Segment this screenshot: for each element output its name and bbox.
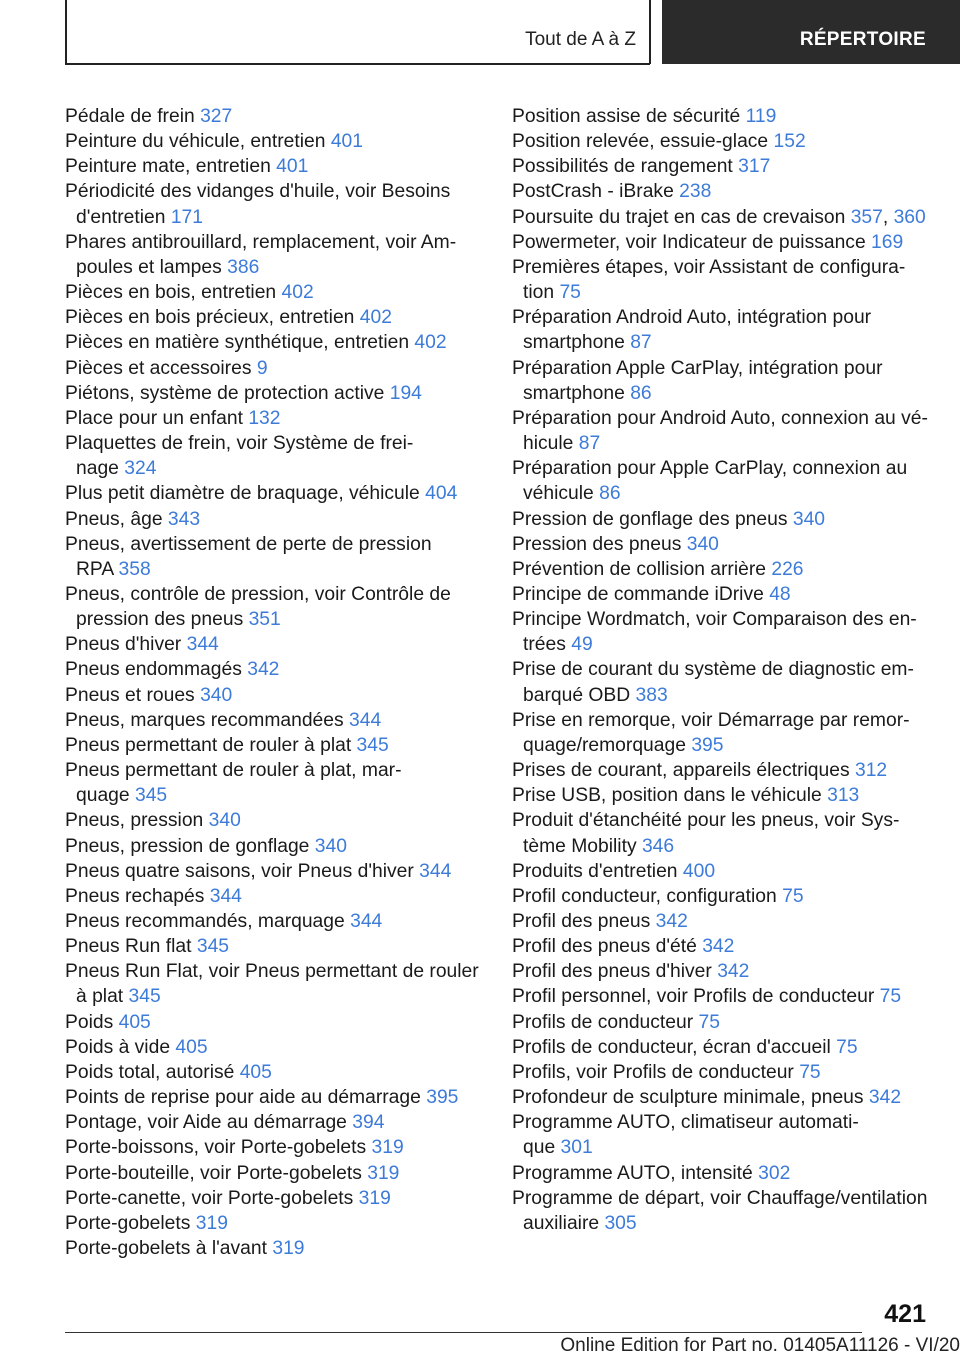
index-entry-text: Pression de gonflage des pneus [512, 508, 788, 530]
index-entry-text: Poursuite du trajet en cas de crevaison [512, 206, 846, 228]
page-link[interactable]: 313 [827, 785, 860, 807]
index-entry-text: pression des pneus [76, 609, 244, 631]
index-entry-text: Profils de conducteur, écran d'accueil [512, 1036, 831, 1058]
index-entry [512, 859, 942, 884]
index-entry-text: Porte-gobelets à l'avant [65, 1238, 267, 1260]
index-entry [65, 582, 485, 632]
index-entry-text: véhicule [523, 483, 594, 505]
index-entry [65, 230, 485, 280]
index-entry [65, 431, 485, 481]
index-entry-text: que [523, 1137, 556, 1159]
index-entry-text: Prévention de collision arrière [512, 558, 766, 580]
page-link[interactable]: 75 [879, 986, 902, 1008]
index-entry-text: Possibilités de rangement [512, 156, 733, 178]
index-entry-text: Porte-gobelets [65, 1212, 191, 1234]
index-entry-text: Peinture mate, entretien [65, 156, 271, 178]
page-link[interactable]: 226 [771, 558, 804, 580]
index-entry [512, 104, 942, 129]
page-link[interactable]: 49 [571, 634, 593, 656]
index-entry [512, 758, 942, 783]
page-link[interactable]: 342 [717, 961, 750, 983]
index-entry [65, 657, 485, 682]
page-link[interactable]: 340 [314, 835, 347, 857]
index-entry-text: Piétons, système de protection active [65, 382, 385, 404]
index-entry [512, 129, 942, 154]
index-entry-text: Préparation Android Auto, intégration pour [512, 307, 872, 329]
index-entry-text: Pneus, marques recommandées [65, 709, 344, 731]
index-entry-text: Position assise de sécurité [512, 106, 741, 127]
page-link[interactable]: 344 [419, 860, 452, 882]
page-link[interactable]: 344 [349, 709, 382, 731]
page-link[interactable]: 169 [871, 231, 904, 253]
page-link[interactable]: 194 [389, 382, 422, 404]
index-entry-text: smartphone [523, 382, 625, 404]
index-entry [65, 507, 485, 532]
section-tab [662, 0, 960, 64]
page-link[interactable]: 238 [679, 181, 712, 203]
index-entry [512, 154, 942, 179]
index-entry [65, 1060, 485, 1085]
index-entry [65, 884, 485, 909]
page-link[interactable]: 86 [630, 382, 652, 404]
page-number: 421 [884, 1300, 926, 1328]
index-entry-text: Profil des pneus [512, 911, 651, 932]
index-entry-text: Pneus Run Flat, voir Pneus permettant de rouler [65, 961, 479, 983]
index-entry-text: Porte-canette, voir Porte-gobelets [65, 1187, 354, 1209]
index-entry [512, 582, 942, 607]
page-link[interactable]: 317 [738, 156, 771, 178]
index-entry-text: Profondeur de sculpture minimale, pneus [512, 1087, 864, 1109]
page-link[interactable]: 404 [425, 483, 458, 505]
index-entry-text: Pneus et roues [65, 684, 195, 706]
index-entry [512, 1060, 942, 1085]
index-entry-text: Prise de courant du système de diagnostic em- [512, 659, 914, 681]
page-link[interactable]: 319 [367, 1162, 400, 1184]
index-entry-text: Peinture du véhicule, entretien [65, 131, 326, 153]
index-entry-text: hicule [523, 433, 574, 455]
index-entry-text: Pneus Run flat [65, 936, 192, 958]
page-link[interactable]: 340 [792, 508, 826, 530]
index-entry [65, 1035, 485, 1060]
page-link[interactable]: 152 [773, 131, 806, 153]
page-link[interactable]: 171 [170, 206, 203, 228]
index-entry-text: Programme AUTO, climatiseur automati- [512, 1112, 859, 1134]
index-entry-text: Profils de conducteur [512, 1011, 694, 1033]
index-entry [512, 984, 942, 1009]
page-link[interactable]: 319 [195, 1212, 228, 1234]
index-entry [512, 607, 942, 657]
index-entry-text: Powermeter, voir Indicateur de puissance [512, 231, 866, 253]
index-entry-text: Pneus quatre saisons, voir Pneus d'hiver [65, 860, 414, 882]
page-link[interactable]: 345 [356, 734, 389, 756]
index-entry [512, 1161, 942, 1186]
page-link[interactable]: 86 [599, 483, 621, 505]
index-entry-text: Pneus, contrôle de pression, voir Contrôle de [65, 583, 451, 605]
index-entry-text: Pneus recommandés, marquage [65, 911, 345, 932]
index-entry-text: Produit d'étanchéité pour les pneus, voir Sys- [512, 810, 900, 832]
page-link[interactable]: 358 [118, 558, 151, 580]
page-link[interactable]: 360 [893, 206, 926, 228]
index-entry-text: tion [523, 282, 555, 304]
page-link[interactable]: 75 [836, 1036, 858, 1058]
index-entry-text: Pneus, pression [65, 810, 204, 832]
page-link[interactable]: 340 [208, 810, 241, 832]
index-entry [65, 1211, 485, 1236]
page-link[interactable]: 302 [758, 1162, 791, 1184]
index-entry-text: Profil des pneus d'hiver [512, 961, 712, 983]
index-entry-text: Profils, voir Profils de conducteur [512, 1061, 794, 1083]
page-link[interactable]: 75 [559, 282, 581, 304]
index-entry [65, 632, 485, 657]
index-entry-text: tème Mobility [523, 835, 637, 857]
index-entry [65, 808, 485, 833]
index-entry-text: barqué OBD [523, 684, 631, 706]
index-entry-text: Pontage, voir Aide au démarrage [65, 1112, 347, 1134]
index-entry [65, 1010, 485, 1035]
page-link[interactable]: 324 [124, 458, 157, 480]
index-entry-text: Préparation pour Apple CarPlay, connexion au [512, 458, 908, 480]
index-entry [65, 834, 485, 859]
page-link[interactable]: 402 [414, 332, 447, 354]
page-link[interactable]: 340 [686, 533, 719, 555]
index-entry [512, 1035, 942, 1060]
index-entry-text: Prise USB, position dans le véhicule [512, 785, 822, 807]
page-link[interactable]: 401 [330, 131, 363, 153]
index-entry-text: Pièces en matière synthétique, entretien [65, 332, 410, 354]
index-entry-text: Poids [65, 1011, 114, 1033]
index-entry-text: RPA [76, 558, 114, 580]
index-entry [512, 657, 942, 707]
index-entry [65, 934, 485, 959]
index-entry [512, 255, 942, 305]
header-divider [649, 0, 651, 64]
index-entry [512, 934, 942, 959]
index-entry-text: Profil des pneus d'été [512, 936, 697, 958]
index-entry [512, 1085, 942, 1110]
index-entry-text: Premières étapes, voir Assistant de configura- [512, 256, 906, 278]
index-entry [65, 959, 485, 1009]
page-link[interactable]: 9 [256, 357, 268, 379]
index-entry [512, 783, 942, 808]
page-link[interactable]: 75 [799, 1061, 821, 1083]
index-entry [65, 1186, 485, 1211]
page-link[interactable]: 342 [247, 659, 280, 681]
index-entry [512, 532, 942, 557]
page-link[interactable]: 405 [118, 1011, 151, 1033]
page-link[interactable]: 400 [682, 860, 716, 882]
index-entry [512, 456, 942, 506]
page-link[interactable]: 319 [371, 1137, 404, 1159]
header-left-rule [65, 0, 67, 64]
index-entry-text: poules et lampes [76, 256, 222, 278]
index-entry [512, 1186, 942, 1236]
page-link[interactable]: 345 [134, 785, 168, 807]
page-link[interactable]: 401 [276, 156, 309, 178]
index-entry-text: Pneus, pression de gonflage [65, 835, 310, 857]
page-link[interactable]: 345 [128, 986, 161, 1008]
section-label: Tout de A à Z [525, 29, 636, 50]
page-link[interactable]: 402 [281, 282, 314, 304]
index-entry-text: Périodicité des vidanges d'huile, voir Besoins [65, 181, 451, 203]
index-entry [512, 1010, 942, 1035]
index-entry [512, 305, 942, 355]
index-entry [512, 1110, 942, 1160]
page-link[interactable]: 345 [196, 936, 230, 958]
index-entry [512, 959, 942, 984]
index-entry [65, 758, 485, 808]
index-entry-text: Pédale de frein [65, 106, 195, 127]
page-link[interactable]: 340 [200, 684, 233, 706]
page-link[interactable]: 132 [248, 407, 281, 429]
index-entry [65, 104, 485, 129]
page-link[interactable]: 344 [209, 885, 242, 907]
index-entry-text: Place pour un enfant [65, 407, 243, 429]
footer-edition: Online Edition for Part no. 01405A11126 - VI/20 [560, 1335, 960, 1356]
page-link[interactable]: 402 [359, 307, 392, 329]
section-tab-label: RÉPERTOIRE [799, 29, 926, 50]
index-entry [65, 381, 485, 406]
index-entry [65, 305, 485, 330]
index-entry [65, 1236, 485, 1261]
index-entry [65, 330, 485, 355]
index-entry [65, 1161, 485, 1186]
index-entry-text: Pneus, âge [65, 508, 163, 530]
index-entry-text: smartphone [523, 332, 625, 354]
index-entry [65, 280, 485, 305]
index-entry-text: Pneus d'hiver [65, 634, 182, 656]
index-entry-text: auxiliaire [523, 1212, 600, 1234]
page-link[interactable]: 405 [239, 1061, 272, 1083]
page-link[interactable]: 342 [868, 1087, 902, 1109]
index-entry-text: nage [76, 458, 119, 480]
index-column-right [512, 104, 942, 1236]
index-entry [65, 129, 485, 154]
index-column-left [65, 104, 485, 1261]
index-entry-text: Points de reprise pour aide au démarrage [65, 1087, 421, 1109]
page-link[interactable]: 394 [352, 1112, 385, 1134]
page-link[interactable]: 342 [655, 911, 688, 932]
index-entry [65, 1135, 485, 1160]
index-entry-text: Pression des pneus [512, 533, 682, 555]
index-entry-text: Principe Wordmatch, voir Comparaison des en- [512, 609, 917, 631]
index-entry-text: d'entretien [76, 206, 166, 228]
page-link[interactable]: 301 [560, 1137, 593, 1159]
index-entry [65, 1110, 485, 1135]
index-entry-text: quage [76, 785, 130, 807]
index-entry [512, 708, 942, 758]
index-entry [512, 230, 942, 255]
index-entry [65, 532, 485, 582]
page-link[interactable]: 357 [850, 206, 883, 228]
index-entry-text: Pneus permettant de rouler à plat [65, 734, 352, 756]
page-link[interactable]: 75 [782, 885, 804, 907]
page-link[interactable]: 48 [769, 583, 791, 605]
footer-rule [65, 1332, 862, 1333]
index-entry-text: quage/remorquage [523, 734, 686, 756]
index-entry-text: Programme de départ, voir Chauffage/ventilation [512, 1187, 928, 1209]
page-link[interactable]: 87 [578, 433, 601, 455]
page-link[interactable]: 383 [635, 684, 668, 706]
index-entry-text: Poids à vide [65, 1036, 171, 1058]
index-entry [512, 356, 942, 406]
index-entry [65, 859, 485, 884]
index-entry [65, 356, 485, 381]
index-entry-text: Plaquettes de frein, voir Système de frei- [65, 433, 414, 455]
index-entry-text: Profil personnel, voir Profils de conducteur [512, 986, 875, 1008]
index-entry [512, 808, 942, 858]
index-entry-text: Phares antibrouillard, remplacement, voir Am- [65, 231, 457, 253]
index-entry-text: Programme AUTO, intensité [512, 1162, 753, 1184]
index-entry-text: Poids total, autorisé [65, 1061, 235, 1083]
index-entry [65, 683, 485, 708]
index-entry [65, 406, 485, 431]
index-entry-text: à plat [76, 986, 124, 1008]
page-link[interactable]: 305 [604, 1212, 637, 1234]
index-entry [65, 1085, 485, 1110]
index-entry [65, 708, 485, 733]
page-link[interactable]: 351 [248, 609, 281, 631]
index-entry [65, 733, 485, 758]
index-entry-text: Principe de commande iDrive [512, 583, 764, 605]
page-link[interactable]: 119 [745, 106, 777, 127]
page-link[interactable]: 344 [186, 634, 219, 656]
page-link[interactable]: 75 [698, 1011, 720, 1033]
page-link[interactable]: 327 [200, 106, 233, 127]
page-link[interactable]: 386 [227, 256, 260, 278]
index-entry-text: Porte-bouteille, voir Porte-gobelets [65, 1162, 362, 1184]
index-entry-text: Pièces en bois précieux, entretien [65, 307, 355, 329]
page-link[interactable]: 319 [358, 1187, 391, 1209]
page-link[interactable]: 395 [691, 734, 724, 756]
index-entry [512, 406, 942, 456]
index-entry [512, 507, 942, 532]
index-entry [512, 884, 942, 909]
index-entry-text: Prises de courant, appareils électriques [512, 760, 850, 782]
index-entry-text: Pièces en bois, entretien [65, 282, 277, 304]
page-link[interactable]: 319 [272, 1238, 305, 1260]
index-entry [65, 179, 485, 229]
index-entry-text: Plus petit diamètre de braquage, véhicule [65, 483, 420, 505]
page-link[interactable]: 405 [175, 1036, 208, 1058]
index-entry-text: trées [523, 634, 566, 656]
index-entry-text: Porte-boissons, voir Porte-gobelets [65, 1137, 367, 1159]
index-entry-text: Produits d'entretien [512, 860, 678, 882]
index-entry [512, 179, 942, 204]
index-entry-text: Position relevée, essuie-glace [512, 131, 769, 153]
index-entry: Poursuite du trajet en cas de crevaison 357, 360 [512, 206, 926, 228]
index-entry [512, 909, 942, 934]
index-entry-text: Préparation Apple CarPlay, intégration pour [512, 357, 883, 379]
page-link[interactable]: 395 [426, 1087, 459, 1109]
index-entry-text: Pneus endommagés [65, 659, 242, 681]
page-link[interactable]: 343 [167, 508, 201, 530]
page-link[interactable]: 344 [350, 911, 383, 932]
index-entry-text: Pneus, avertissement de perte de pression [65, 533, 432, 555]
index-entry-text: Pneus rechapés [65, 885, 205, 907]
page-link[interactable]: 342 [702, 936, 735, 958]
index-entry-text: Pneus permettant de rouler à plat, mar- [65, 760, 402, 782]
page-link[interactable]: 87 [630, 332, 652, 354]
index-entry-text: Pièces et accessoires [65, 357, 252, 379]
index-entry [65, 481, 485, 506]
index-entry-text: Profil conducteur, configuration [512, 885, 777, 907]
page-link[interactable]: 346 [641, 835, 675, 857]
header-underline [65, 63, 650, 65]
index-entry-text: Préparation pour Android Auto, connexion au vé- [512, 407, 928, 429]
page-link[interactable]: 312 [854, 760, 888, 782]
index-entry-text: Prise en remorque, voir Démarrage par remor- [512, 709, 910, 731]
index-entry [512, 557, 942, 582]
index-entry [65, 154, 485, 179]
index-entry [65, 909, 485, 934]
index-entry-text: PostCrash - iBrake [512, 181, 674, 203]
